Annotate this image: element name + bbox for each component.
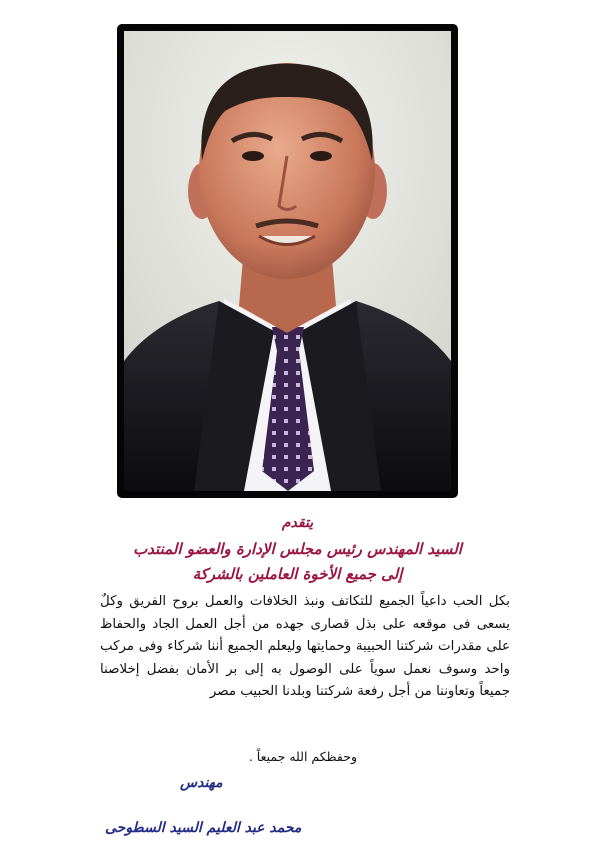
portrait-photo <box>124 31 451 491</box>
closing-line: وحفظكم الله جميعاً . <box>248 749 357 764</box>
signature-name: محمد عبد العليم السيد السطوحى <box>105 820 302 836</box>
signature-title: مهندس <box>180 775 223 791</box>
photo-frame <box>117 24 458 498</box>
heading-presents: يتقدم <box>281 515 314 531</box>
heading-chairman: السيد المهندس رئيس مجلس الإدارة والعضو المنتدب <box>133 540 462 558</box>
portrait-illustration <box>124 31 451 491</box>
message-paragraph: بكل الحب داعياً الجميع للتكاتف ونبذ الخلافات والعمل بروح الفريق وكلٌ يسعى فى موقعه على بذل قصارى جهده من أجل العمل الجاد والحفاظ على مقدرات شركتنا الحبيبة وحمايتها وليعلم الجميع أننا شركاء وفى مركب واحد وسوف نعمل سوياً على الوصول به إلى بر الأمان بفضل إخلاصنا جميعاً وتعاوننا من أجل رفعة شركتنا وبلدنا الحبيب مصر <box>100 594 510 700</box>
heading-recipients: إلى جميع الأخوة العاملين بالشركة <box>192 565 403 583</box>
